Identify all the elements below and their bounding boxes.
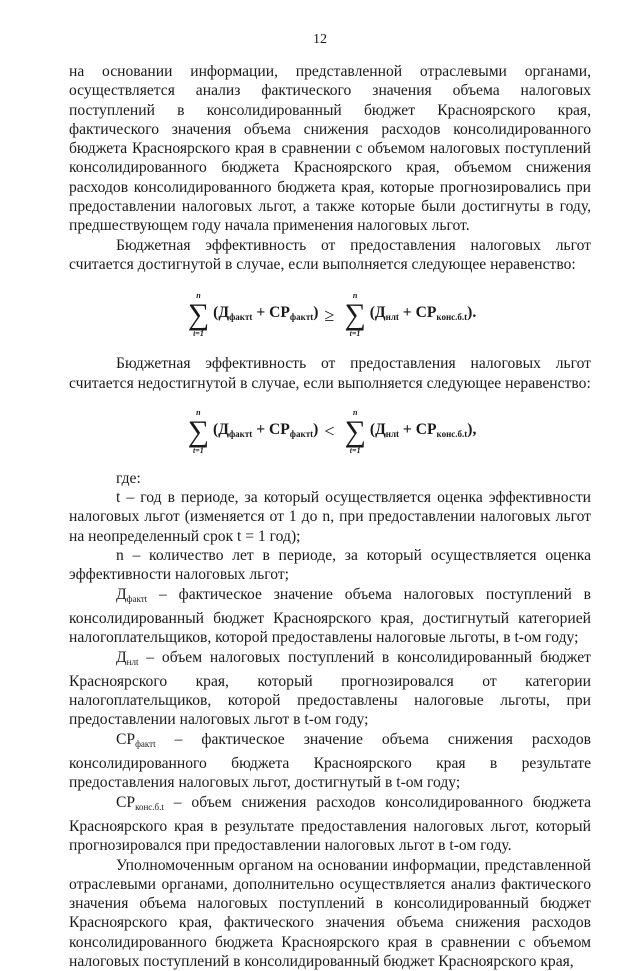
- paragraph-not-achieved-condition: Бюджетная эффективность от предоставления налоговых льгот считается недостигнутой в случае, если выполняется следующее неравенство:: [69, 354, 591, 393]
- rhs-term: $(Д_{нлt} + СР_{конс.б.t})$.: [370, 303, 476, 327]
- sum-operator: n ∑ t=1: [188, 292, 209, 338]
- relation-sign: <: [324, 422, 334, 441]
- page-number: 12: [0, 32, 640, 48]
- formula-achieved: [69, 286, 591, 344]
- where-label: где:: [69, 469, 591, 488]
- sum-operator: n ∑ t=1: [188, 409, 209, 455]
- definition-d-nl: $Д_{нлt}$ – объем налоговых поступлений в консолидированный бюджет Красноярского края, который прогнозировался от категории налогоплательщиков, которой предоставлены налоговые льготы, при предоставлении налоговых льгот в t-ом году;: [69, 648, 591, 730]
- paragraph-achieved-condition: Бюджетная эффективность от предоставления налоговых льгот считается достигнутой в случае, если выполняется следующее неравенство:: [69, 236, 591, 275]
- document-body: [69, 62, 591, 971]
- rhs-term: $(Д_{нлt} + СР_{конс.б.t})$,: [370, 420, 476, 444]
- lhs-term: $(Д_{фактt} + СР_{фактt})$: [213, 303, 318, 327]
- paragraph-analysis: на основании информации, представленной отраслевыми органами, осуществляется анализ фактического значения объема налоговых поступлений в консолидированный бюджет Красноярского края, фактического значения объема снижения расходов консолидированного бюджета Красноярского края в сравнении с объемом налоговых поступлений консолидированного бюджета Красноярского края, объемом снижения расходов консолидированного бюджета края, которые прогнозировались при предоставлении налоговых льгот, а также которые были достигнуты в году, предшествующем году начала применения налоговых льгот.: [69, 62, 591, 236]
- paragraph-additional-analysis: Уполномоченным органом на основании информации, представленной отраслевыми органами, дополнительно осуществляется анализ фактического значения объема налоговых поступлений в консолидированный бюджет Красноярского края, фактического значения объема снижения расходов консолидированного бюджета Красноярского края в сравнении с объемом налоговых поступлений в консолидированный бюджет Красноярского края,: [69, 856, 591, 971]
- sum-operator: n ∑ t=1: [344, 292, 365, 338]
- definition-d-fact: $Д_{фактt}$ – фактическое значение объема налоговых поступлений в консолидированный бюджет Красноярского края, достигнутый категорией налогоплательщиков, которой предоставлены налоговые льготы, в t-ом году;: [69, 585, 591, 648]
- sum-operator: n ∑ t=1: [344, 409, 365, 455]
- definition-sr-kons: $СР_{конс.б.t}$ – объем снижения расходов консолидированного бюджета Красноярского края в результате предоставления налоговых льгот, который прогнозировался при предоставлении налоговых льгот в t-ом году.: [69, 793, 591, 856]
- definition-t: t – год в периоде, за который осуществляется оценка эффективности налоговых льгот (изменяется от 1 до n, при предоставлении налоговых льгот на неопределенный срок t = 1 год);: [69, 488, 591, 546]
- definition-n: n – количество лет в периоде, за который осуществляется оценка эффективности налоговых льгот;: [69, 546, 591, 585]
- lhs-term: $(Д_{фактt} + СР_{фактt})$: [213, 420, 318, 444]
- formula-not-achieved: [69, 403, 591, 461]
- definition-sr-fact: $СР_{фактt}$ – фактическое значение объема снижения расходов консолидированного бюджета Красноярского края в результате предоставления налоговых льгот, достигнутый в t-ом году;: [69, 730, 591, 793]
- relation-sign: ≥: [324, 306, 334, 325]
